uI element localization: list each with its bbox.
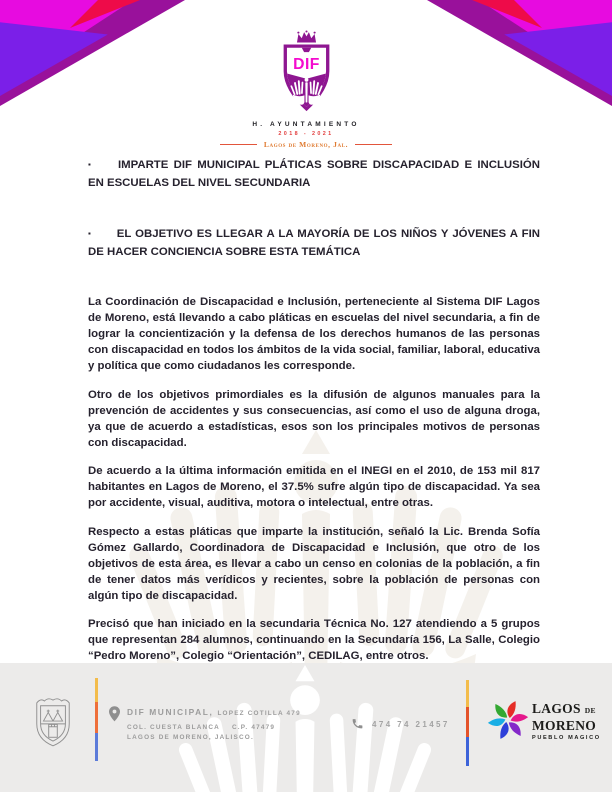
body-paragraph: De acuerdo a la última información emitida en el INEGI en el 2010, de 153 mil 817 habitantes en Lagos de Moreno, el 37.5% sufre algún tipo de discapacidad. Ya sea por accidente, visual, auditiva, motora o intelectual, entre otras.	[88, 465, 540, 509]
footer-street: LOPEZ COTILLA 479	[217, 710, 301, 717]
headline-bullet	[88, 156, 540, 192]
headline-section	[88, 156, 540, 261]
divider-segment-orange	[466, 707, 469, 737]
footer	[0, 663, 612, 792]
city-logo-moreno: MORENO	[532, 718, 597, 733]
administration-period: 2018 - 2021	[278, 131, 334, 137]
bullet-marker: ▪	[88, 229, 92, 238]
body-paragraph: Respecto a estas pláticas que imparte la institución, señaló la Lic. Brenda Sofía Gómez Gallardo, Coordinadora de Discapacidad e Inclusión, que otro de los objetivos de esta área, es llevar a cabo un censo en colonias de la población, a fin de tener datos más verídicos y recientes, sobre la población de personas con algún tipo de discapacidad.	[88, 525, 540, 602]
footer-phone-number: 474 74 21457	[372, 720, 450, 729]
decorative-dash	[355, 144, 392, 146]
press-release-body	[88, 156, 540, 677]
city-logo-pueblo-magico: PUEBLO MAGICO	[532, 735, 601, 741]
footer-city: LAGOS DE MORENO, JALISCO.	[127, 733, 254, 741]
dif-logo-text: DIF	[292, 56, 320, 74]
footer-colony: COL. CUESTA BLANCA	[127, 724, 220, 731]
body-paragraph: La Coordinación de Discapacidad e Inclusión, perteneciente al Sistema DIF Lagos de Moreno, está llevando a cabo pláticas en escuelas del nivel secundaria, a fin de lograr la concientización y la defensa de los derechos humanos de las personas con discapacidad en todos los ámbitos de la vida social, familiar, laboral, educativa y política que como ciudadanos les corresponde.	[88, 296, 540, 372]
footer-address-line2	[127, 723, 301, 733]
divider-segment-blue	[466, 737, 469, 766]
footer-postal-code: C.P. 47479	[231, 724, 276, 731]
ayuntamiento-label: H. AYUNTAMIENTO	[252, 121, 360, 128]
logo-place-row	[0, 140, 612, 149]
city-logo-lagos: LAGOS	[532, 701, 581, 716]
footer-address-block	[127, 702, 301, 742]
decoration-triangle-crimson	[70, 0, 140, 28]
location-pin-icon	[109, 706, 120, 722]
headline-bullet	[88, 225, 540, 261]
divider-segment-orange	[95, 702, 98, 733]
decorative-dash	[220, 144, 257, 146]
body-paragraph: Precisó que han iniciado en la secundaria Técnica No. 127 atendiendo a 5 grupos que representan 284 alumnos, continuando en la Secundaría 156, La Salle, Colegio “Pedro Moreno”, Colegio “Orientación”, CEDILAG, entre otros.	[88, 618, 540, 662]
footer-address-line1	[127, 702, 301, 720]
logo-place-label: Lagos de Moreno, Jal.	[263, 140, 349, 149]
bullet-marker: ▪	[88, 160, 93, 169]
decoration-triangle-crimson	[472, 0, 542, 28]
divider-segment-blue	[95, 733, 98, 761]
phone-icon	[351, 717, 364, 730]
headline-text: EL OBJETIVO ES LLEGAR A LA MAYORÍA DE LOS NIÑOS Y JÓVENES A FIN DE HACER CONCIENCIA SOBRE ESTA TEMÁTICA	[88, 228, 540, 258]
divider-segment-yellow	[95, 678, 98, 702]
city-coat-of-arms-icon	[32, 695, 74, 749]
city-logo-line1	[532, 701, 601, 717]
lagos-de-moreno-logo	[532, 701, 601, 742]
city-logo-line2	[532, 718, 601, 734]
pueblo-magico-pinwheel-icon	[487, 699, 529, 741]
footer-divider-right	[466, 680, 469, 766]
footer-address-line3	[127, 733, 301, 743]
headline-text: IMPARTE DIF MUNICIPAL PLÁTICAS SOBRE DISCAPACIDAD E INCLUSIÓN EN ESCUELAS DEL NIVEL SECUNDARIA	[88, 159, 540, 189]
footer-org-name: DIF MUNICIPAL,	[127, 707, 214, 717]
divider-segment-yellow	[466, 680, 469, 707]
city-logo-line3	[532, 736, 601, 742]
dif-shield-icon	[276, 30, 337, 118]
dif-logo	[0, 30, 612, 149]
body-paragraph: Otro de los objetivos primordiales es la difusión de algunos manuales para la prevención de accidentes y sus consecuencias, así como el uso de alguna droga, ya que de acuerdo a estadísticas, esos son los principales motivos de personas con discapacidad.	[88, 388, 540, 449]
footer-divider-left	[95, 678, 98, 761]
city-logo-de: DE	[584, 706, 596, 715]
